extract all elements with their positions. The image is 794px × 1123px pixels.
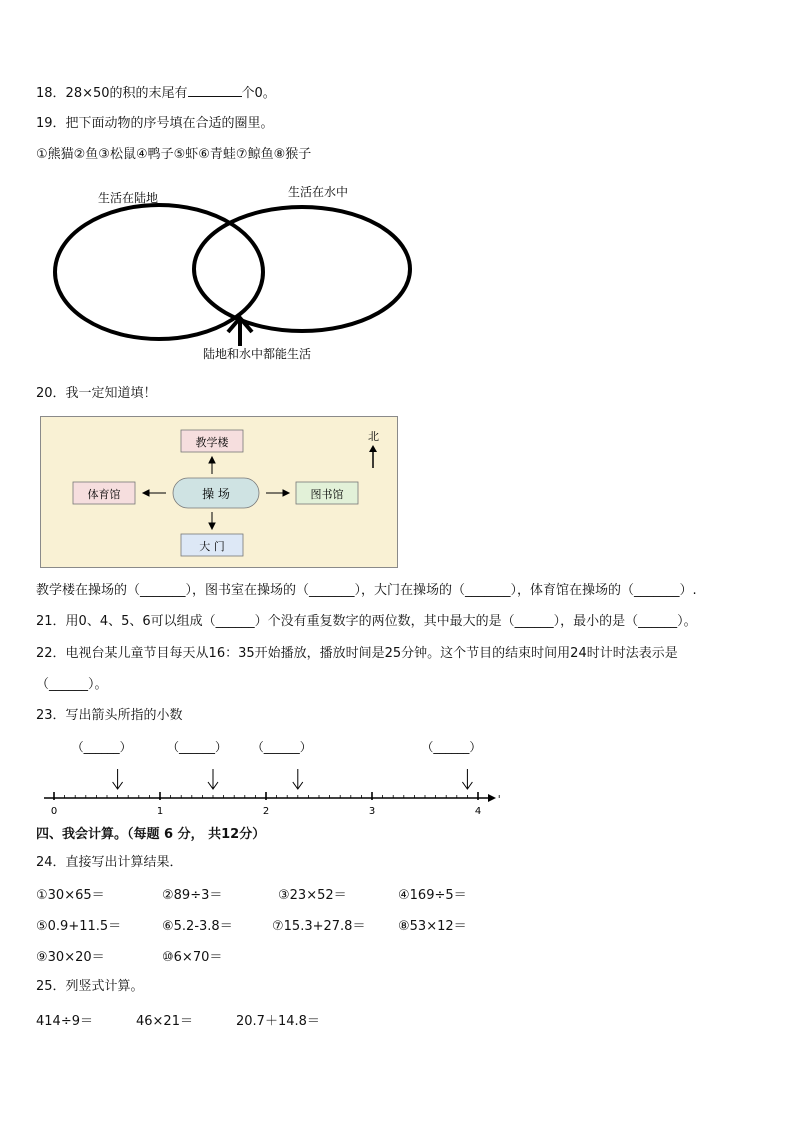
water-circle[interactable] — [194, 207, 410, 331]
calc-item: ⑨30×20＝ — [36, 950, 105, 965]
question-20-title: 20．我一定知道填！ — [36, 386, 157, 401]
campus-map — [40, 416, 400, 570]
tick-label: 3 — [368, 806, 376, 817]
q18-blank[interactable] — [188, 84, 242, 97]
answer-blank[interactable]: （______） — [251, 740, 312, 754]
calc-item: ⑦15.3+27.8＝ — [272, 919, 366, 934]
q18-text: 18．28×50的积的末尾有 — [36, 86, 188, 101]
animal-list: ①熊猫②鱼③松鼠④鸭子⑤虾⑥青蛙⑦鲸鱼⑧猴子 — [36, 147, 312, 162]
question-25-title: 25．列竖式计算。 — [36, 979, 144, 994]
q20-sentence: 教学楼在操场的（_______），图书室在操场的（_______），大门在操场的（_______），体育馆在操场的（_______）. — [36, 583, 697, 598]
question-18 — [36, 84, 276, 103]
calc-item: ⑧53×12＝ — [398, 919, 467, 934]
number-line — [40, 732, 510, 822]
calc-item: ⑩6×70＝ — [162, 950, 223, 965]
vertical-calc-item: 46×21＝ — [136, 1014, 193, 1029]
playground-label: 操 场 — [202, 487, 230, 501]
tick-label: 1 — [156, 806, 164, 817]
calc-item: ③23×52＝ — [278, 888, 347, 903]
calc-item: ①30×65＝ — [36, 888, 105, 903]
label-water: 生活在水中 — [288, 185, 349, 199]
calc-item: ②89÷3＝ — [162, 888, 223, 903]
vertical-calc-item: 414÷9＝ — [36, 1014, 93, 1029]
question-24-title: 24．直接写出计算结果． — [36, 855, 183, 870]
vertical-calc-item: 20.7＋14.8＝ — [236, 1014, 320, 1029]
answer-blank[interactable]: （______） — [71, 740, 132, 754]
teaching-building-label: 教学楼 — [195, 436, 229, 449]
library-label: 图书馆 — [310, 488, 344, 501]
gym-label: 体育馆 — [87, 488, 121, 501]
q18-suffix: 个0。 — [241, 86, 276, 101]
gate-label: 大 门 — [199, 540, 225, 553]
question-19-title: 19．把下面动物的序号填在合适的圈里。 — [36, 116, 274, 131]
label-both: 陆地和水中都能生活 — [203, 347, 312, 361]
question-23-title: 23．写出箭头所指的小数 — [36, 708, 183, 723]
calc-item: ⑤0.9+11.5＝ — [36, 919, 122, 934]
answer-blank[interactable]: （______） — [166, 740, 228, 754]
axis-arrow-icon — [488, 794, 496, 802]
tick-label: 4 — [474, 806, 482, 817]
question-22-line2: （______）。 — [36, 677, 108, 692]
tick-label: 2 — [262, 806, 270, 817]
calc-item: ④169÷5＝ — [398, 888, 467, 903]
label-land: 生活在陆地 — [98, 191, 159, 205]
question-21: 21．用0、4、5、6可以组成（______）个没有重复数字的两位数，其中最大的是（______），最小的是（______）。 — [36, 614, 697, 629]
question-22-line1: 22．电视台某儿童节目每天从16：35开始播放，播放时间是25分钟。这个节目的结束时间用24时计时法表示是 — [36, 646, 678, 661]
answer-blank[interactable]: （______） — [421, 740, 482, 754]
section-4-title: 四、我会计算。（每题 6 分， 共12分） — [36, 827, 266, 842]
north-label: 北 — [368, 430, 379, 443]
venn-diagram — [40, 178, 430, 368]
calc-item: ⑥5.2-3.8＝ — [162, 919, 233, 934]
tick-label: 0 — [50, 806, 58, 817]
land-circle[interactable] — [55, 205, 263, 339]
